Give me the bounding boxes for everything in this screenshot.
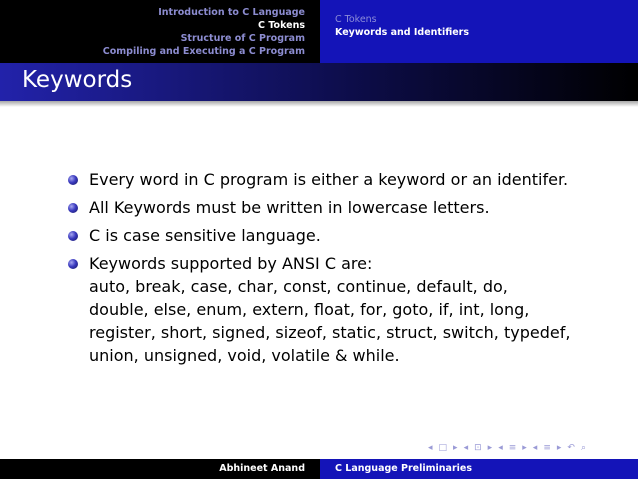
nav-subsection-c-tokens[interactable]: C Tokens	[335, 13, 377, 25]
subsection-icon[interactable]: ⊡	[474, 443, 482, 453]
back-arrow-icon[interactable]: ↶	[567, 443, 575, 453]
document-back-icon[interactable]: ◂	[532, 443, 538, 453]
nav-section-c-tokens[interactable]: C Tokens	[258, 19, 305, 31]
section-navigation	[0, 0, 320, 63]
search-icon[interactable]: ⌕	[580, 443, 586, 453]
nav-section-introduction[interactable]: Introduction to C Language	[158, 6, 305, 18]
nav-section-structure[interactable]: Structure of C Program	[180, 32, 305, 44]
frame-icon[interactable]: □	[438, 443, 448, 453]
beamer-headline	[0, 0, 638, 63]
footer-title: C Language Preliminaries	[320, 459, 638, 479]
section-icon[interactable]: ≡	[508, 443, 517, 453]
section-back-icon[interactable]: ◂	[498, 443, 503, 453]
section-forward-icon[interactable]: ▸	[522, 443, 527, 453]
bullet-item	[68, 252, 628, 367]
bullet-text: Keywords supported by ANSI C are:	[89, 254, 373, 273]
navigation-symbols	[428, 441, 586, 455]
bullet-item	[68, 196, 628, 219]
bullet-ball-icon	[68, 259, 78, 269]
frame-forward-icon[interactable]: ▸	[453, 443, 458, 453]
frame-back-icon[interactable]: ◂	[428, 443, 433, 453]
bullet-ball-icon	[68, 231, 78, 241]
keyword-list-line: union, unsigned, void, volatile & while.	[89, 346, 400, 365]
bullet-ball-icon	[68, 203, 78, 213]
bullet-list	[68, 168, 628, 372]
subsection-back-icon[interactable]: ◂	[463, 443, 469, 453]
title-shadow	[0, 101, 638, 107]
nav-subsection-keywords[interactable]: Keywords and Identifiers	[335, 26, 470, 38]
bullet-text: Every word in C program is either a keyword or an identifer.	[89, 170, 569, 189]
document-forward-icon[interactable]: ▸	[556, 443, 562, 453]
document-icon[interactable]: ≡	[543, 443, 551, 453]
keyword-list-line: register, short, signed, sizeof, static, struct, switch, typedef,	[89, 323, 571, 342]
footer-author: Abhineet Anand	[0, 459, 320, 479]
frame-title-bar	[0, 63, 638, 101]
subsection-navigation	[320, 0, 638, 63]
bullet-item	[68, 224, 628, 247]
keyword-list-line: auto, break, case, char, const, continue, default, do,	[89, 277, 508, 296]
nav-section-compiling[interactable]: Compiling and Executing a C Program	[102, 45, 305, 57]
bullet-item	[68, 168, 628, 191]
subsection-forward-icon[interactable]: ▸	[487, 443, 493, 453]
frame-title: Keywords	[22, 67, 133, 93]
bullet-ball-icon	[68, 175, 78, 185]
keyword-list-line: double, else, enum, extern, float, for, goto, if, int, long,	[89, 300, 530, 319]
bullet-text: C is case sensitive language.	[89, 226, 321, 245]
bullet-text: All Keywords must be written in lowercase letters.	[89, 198, 490, 217]
beamer-footline	[0, 459, 638, 479]
